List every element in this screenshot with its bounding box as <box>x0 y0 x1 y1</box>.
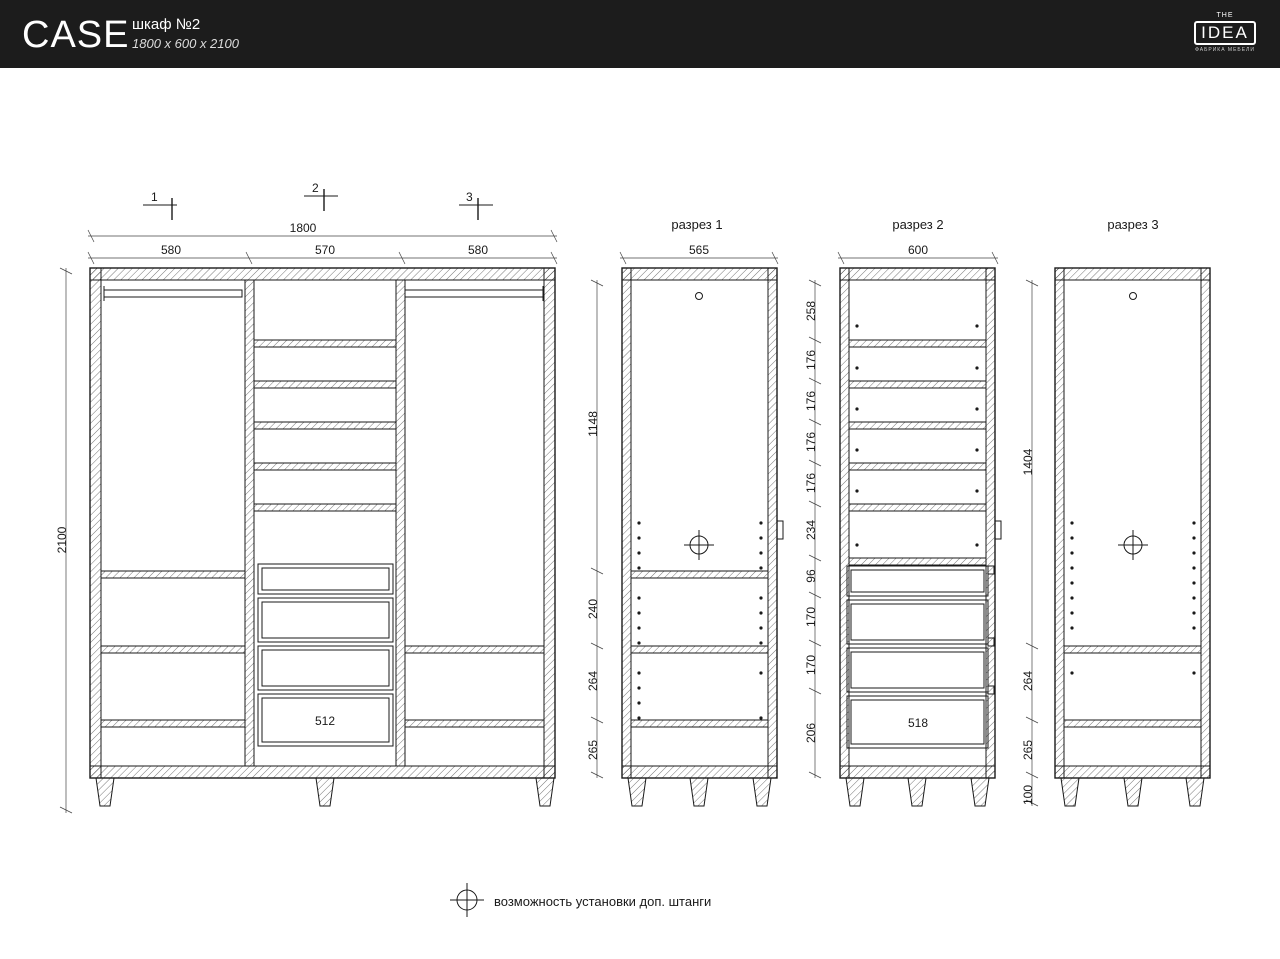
dim-bay2-label: 570 <box>314 243 336 257</box>
dim-s3-100: 100 <box>1021 784 1035 806</box>
front-drawer-2 <box>258 598 393 642</box>
front-elevation-view <box>55 181 557 813</box>
dim-s2-206: 206 <box>804 722 818 744</box>
section2-drawer-3 <box>847 648 988 692</box>
title-bar <box>0 0 1280 68</box>
dim-s2-234: 234 <box>804 519 818 541</box>
dim-s1-1148: 1148 <box>586 411 600 437</box>
dim-s2-170a: 170 <box>804 606 818 628</box>
legend-label: возможность установки доп. штанги <box>494 894 712 909</box>
dim-s3-264: 264 <box>1021 670 1035 692</box>
section2-drawer-width-label: 518 <box>907 716 929 730</box>
section-3-title: разрез 3 <box>1107 217 1159 232</box>
dim-s1-265: 265 <box>586 739 600 761</box>
dim-s2-176c: 176 <box>804 431 818 453</box>
product-dimensions: 1800 x 600 x 2100 <box>132 36 239 51</box>
page-title: CASE <box>22 14 130 56</box>
legend <box>450 883 711 917</box>
section-1-view <box>586 217 783 806</box>
legend-rod-icon <box>450 883 484 917</box>
dim-s2-258: 258 <box>804 300 818 322</box>
dim-total-height-label: 2100 <box>55 526 69 554</box>
section-marker-2 <box>304 181 338 211</box>
dim-section1-width <box>620 243 778 264</box>
logo-name-text: IDEA <box>1194 21 1256 45</box>
section-marker-2-label: 2 <box>312 181 319 195</box>
dim-s2-170b: 170 <box>804 654 818 676</box>
dim-total-width-label: 1800 <box>289 221 317 235</box>
dim-s2-176a: 176 <box>804 349 818 371</box>
section2-drawer-2 <box>847 600 988 644</box>
logo-caption-text: ФАБРИКА МЕБЕЛИ <box>1195 47 1255 53</box>
dim-section1-vertical <box>586 280 603 778</box>
dim-section1-width-label: 565 <box>688 243 710 257</box>
dim-s3-1404: 1404 <box>1021 448 1035 476</box>
front-drawer-4 <box>258 694 393 746</box>
section-marker-3 <box>459 190 493 220</box>
dim-s3-265: 265 <box>1021 739 1035 761</box>
dim-bay1-label: 580 <box>160 243 182 257</box>
section-marker-1 <box>143 190 177 220</box>
product-subtitle: шкаф №2 <box>132 16 201 33</box>
dim-section2-vertical <box>804 280 821 778</box>
dim-s2-176d: 176 <box>804 472 818 494</box>
front-drawer-1 <box>258 564 393 594</box>
drilling-holes-2 <box>855 324 978 546</box>
dim-bay-widths <box>88 243 557 264</box>
section2-drawer-1 <box>847 566 988 596</box>
section-2-title: разрез 2 <box>892 217 944 232</box>
dim-s2-176b: 176 <box>804 390 818 412</box>
section2-drawer-4 <box>847 696 988 748</box>
dim-section2-width <box>838 243 998 264</box>
section-marker-3-label: 3 <box>466 190 473 204</box>
dim-section2-width-label: 600 <box>907 243 929 257</box>
section-3-view <box>1021 217 1210 806</box>
logo-top-text: THE <box>1216 12 1234 19</box>
drawing-sheet <box>0 68 1280 959</box>
dim-s1-264: 264 <box>586 670 600 692</box>
drilling-holes <box>637 521 762 719</box>
dim-s1-240: 240 <box>586 598 600 620</box>
dim-s2-96: 96 <box>804 569 818 583</box>
section-1-title: разрез 1 <box>671 217 723 232</box>
section-marker-1-label: 1 <box>151 190 158 204</box>
rod-mount-icon <box>684 530 714 560</box>
dim-section3-vertical <box>1021 280 1038 806</box>
dim-total-height <box>55 268 72 813</box>
front-drawer-3 <box>258 646 393 690</box>
rod-mount-icon-2 <box>1118 530 1148 560</box>
section-2-view <box>804 217 1001 806</box>
dim-total-width <box>88 221 557 242</box>
logo <box>1188 12 1262 56</box>
front-drawer-width-label: 512 <box>314 714 336 728</box>
dim-bay3-label: 580 <box>467 243 489 257</box>
